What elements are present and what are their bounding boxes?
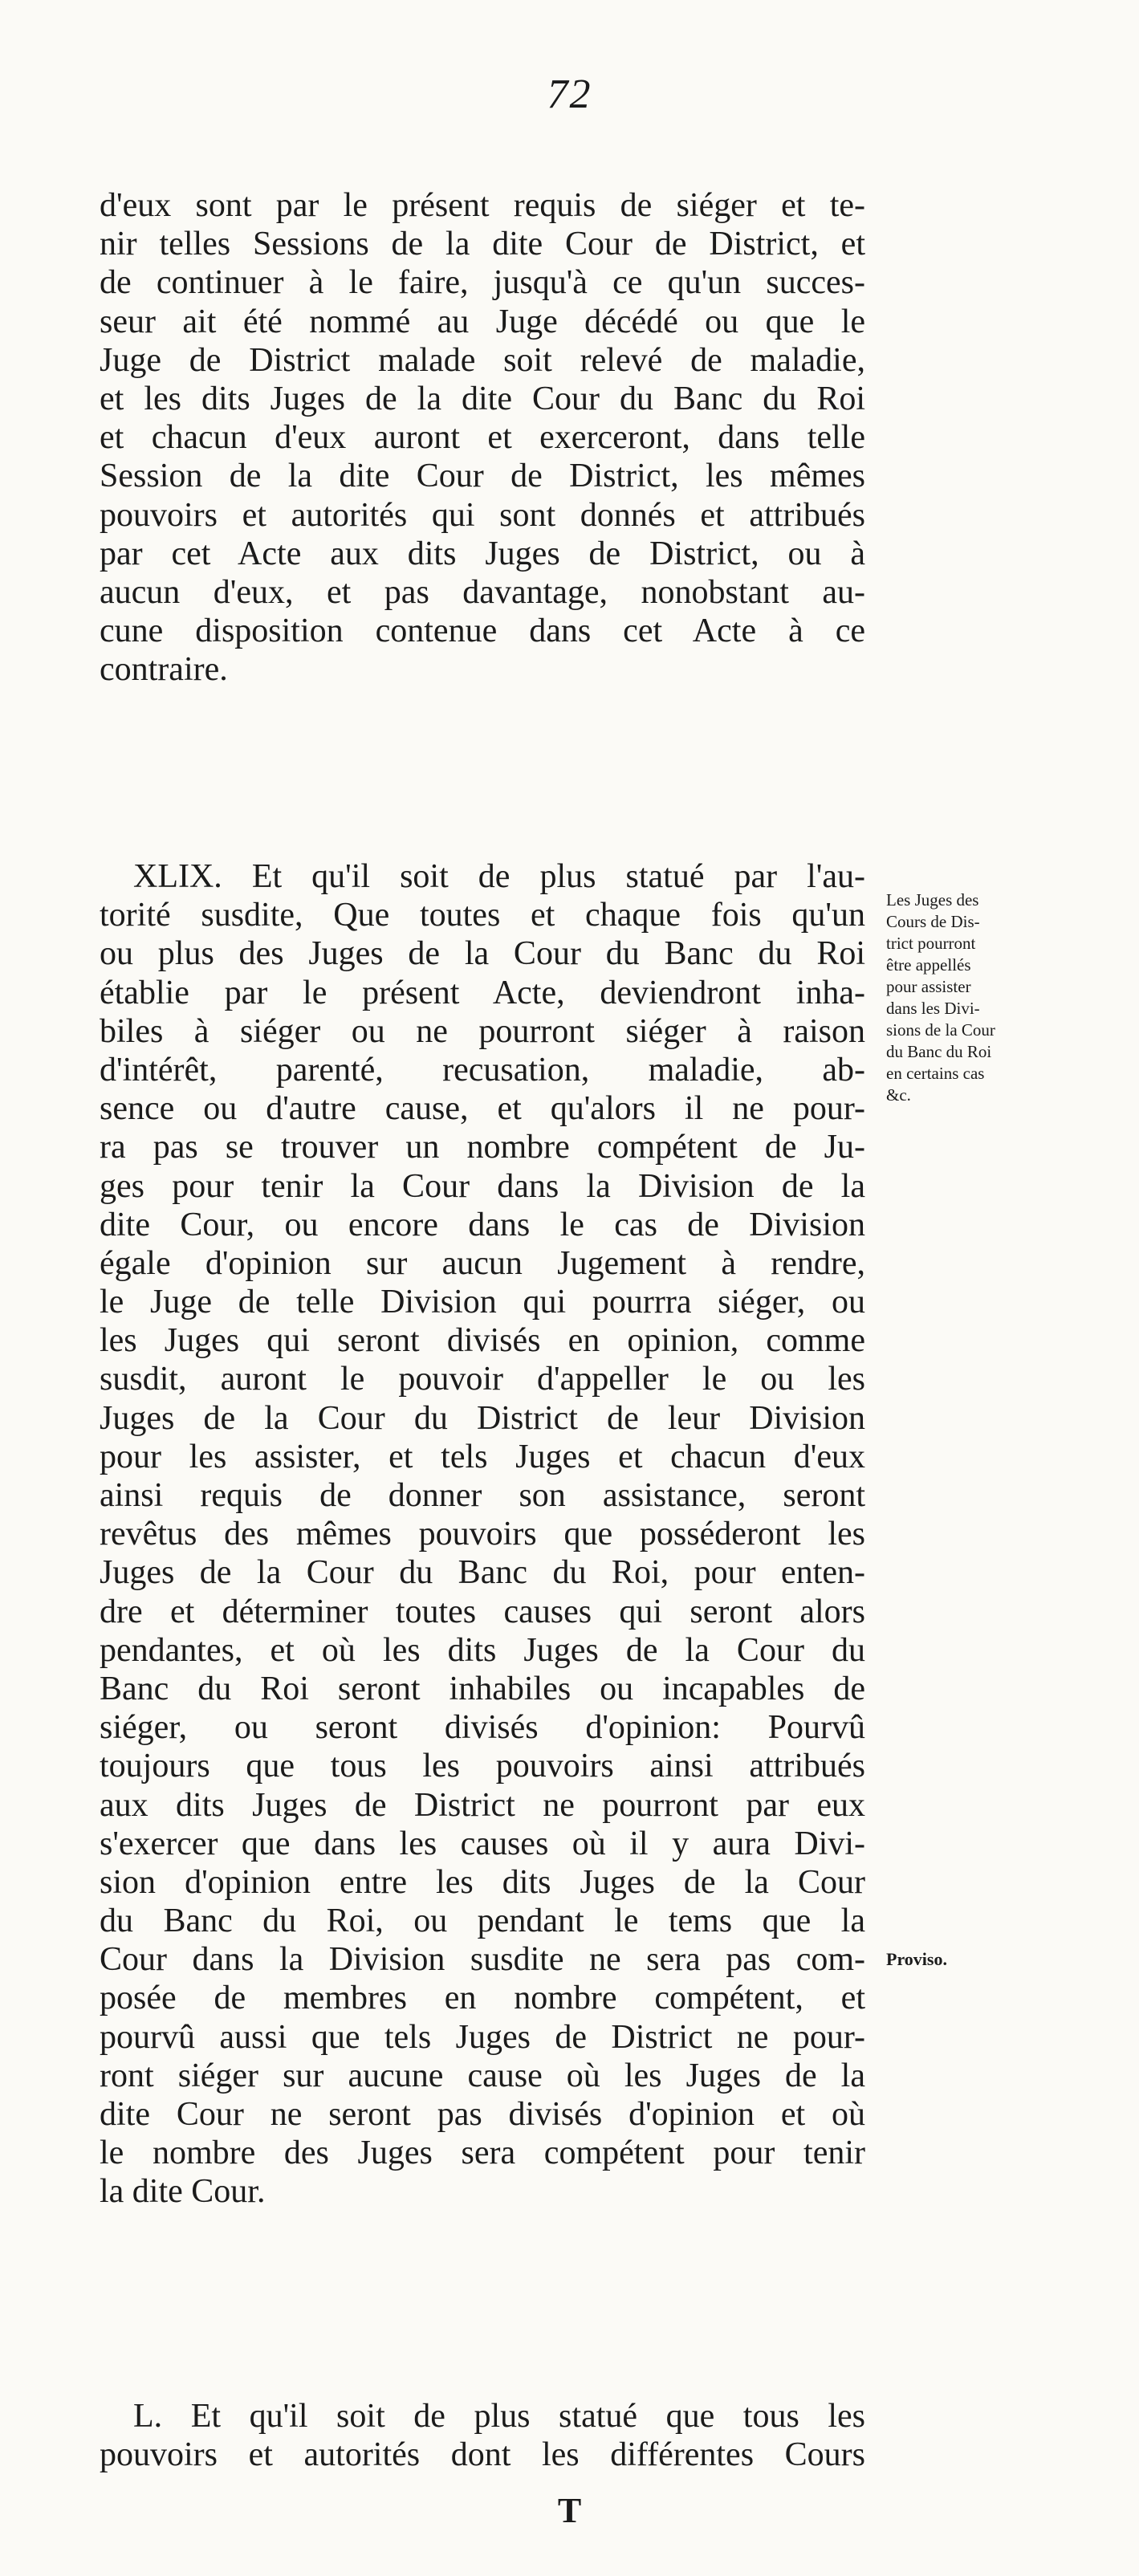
text-line: ges pour tenir la Cour dans la Division de la [100, 1167, 865, 1205]
text-line: et les dits Juges de la dite Cour du Banc du Roi [100, 380, 865, 417]
text-line: dite Cour ne seront pas divisés d'opinion et où [100, 2096, 865, 2133]
margin-note-line: en certains cas [886, 1064, 985, 1083]
text-line: ront siéger sur aucune cause où les Juges de la [100, 2057, 865, 2094]
text-line: ra pas se trouver un nombre compétent de Ju- [100, 1129, 865, 1166]
text-line: torité susdite, Que toutes et chaque fois qu'un [100, 897, 865, 934]
text-line: et chacun d'eux auront et exerceront, dans telle [100, 419, 865, 457]
text-line: par cet Acte aux dits Juges de District, ou à [100, 535, 865, 572]
text-line: ou plus des Juges de la Cour du Banc du Roi [100, 935, 865, 973]
text-line: sence ou d'autre cause, et qu'alors il ne pour- [100, 1090, 865, 1128]
margin-note-line: pour assister [886, 977, 971, 996]
text-line: dre et déterminer toutes causes qui seront alors [100, 1593, 865, 1630]
text-line: sion d'opinion entre les dits Juges de la Cour [100, 1863, 865, 1901]
text-line: Juge de District malade soit relevé de maladie, [100, 341, 865, 379]
proviso-note: Proviso. [886, 1949, 947, 1969]
text-line: les Juges qui seront divisés en opinion, comme [100, 1322, 865, 1360]
text-line: d'intérêt, parenté, recusation, maladie, ab- [100, 1051, 865, 1089]
text-line: la dite Cour. [100, 2173, 266, 2211]
text-line: toujours que tous les pouvoirs ainsi attribués [100, 1748, 865, 1785]
paragraph-xlix [100, 857, 865, 2212]
text-line: aux dits Juges de District ne pourront par eux [100, 1786, 865, 1824]
paragraph-l [100, 2397, 865, 2474]
margin-note-line: Les Juges des [886, 890, 979, 910]
text-line: pour les assister, et tels Juges et chacun d'eux [100, 1438, 865, 1475]
text-line: ainsi requis de donner son assistance, seront [100, 1477, 865, 1514]
page-number: 72 [547, 71, 592, 117]
margin-note [886, 889, 1079, 1106]
text-line: siéger, ou seront divisés d'opinion: Pourvû [100, 1709, 865, 1747]
margin-note-line: être appellés [886, 955, 971, 975]
text-line: Juges de la Cour du District de leur Division [100, 1399, 865, 1437]
text-line: d'eux sont par le présent requis de siéger et te- [100, 187, 865, 224]
text-line: cune disposition contenue dans cet Acte à ce [100, 612, 865, 650]
text-line: Banc du Roi seront inhabiles ou incapables de [100, 1670, 865, 1707]
text-line: pendantes, et où les dits Juges de la Cour du [100, 1631, 865, 1669]
text-line: XLIX. Et qu'il soit de plus statué par l'au- [133, 858, 865, 895]
margin-note-line: Cours de Dis- [886, 912, 980, 931]
text-line: pouvoirs et autorités dont les différentes Cours [100, 2436, 865, 2474]
margin-note-line: sions de la Cour [886, 1020, 995, 1040]
margin-note-line: trict pourront [886, 934, 976, 953]
text-line: susdit, auront le pouvoir d'appeller le ou les [100, 1361, 865, 1398]
text-line: établie par le présent Acte, deviendront inha- [100, 974, 865, 1011]
text-line: pouvoirs et autorités qui sont donnés et attribués [100, 496, 865, 534]
text-line: de continuer à le faire, jusqu'à ce qu'un succes- [100, 264, 865, 302]
text-line: biles à siéger ou ne pourront siéger à raison [100, 1012, 865, 1050]
text-line: Juges de la Cour du Banc du Roi, pour enten- [100, 1554, 865, 1592]
text-line: égale d'opinion sur aucun Jugement à rendre, [100, 1244, 865, 1282]
text-line: contraire. [100, 651, 228, 689]
paragraph-continuation [100, 186, 865, 689]
margin-note-line: dans les Divi- [886, 999, 980, 1018]
margin-note-line: du Banc du Roi [886, 1042, 992, 1061]
text-line: L. Et qu'il soit de plus statué que tous les [133, 2398, 865, 2435]
text-line: du Banc du Roi, ou pendant le tems que la [100, 1902, 865, 1940]
signature-mark: T [557, 2491, 582, 2530]
text-line: nir telles Sessions de la dite Cour de District, et [100, 226, 865, 263]
text-line: seur ait été nommé au Juge décédé ou que le [100, 303, 865, 340]
text-line: le Juge de telle Division qui pourrra siéger, ou [100, 1284, 865, 1321]
text-line: posée de membres en nombre compétent, et [100, 1980, 865, 2017]
margin-note-line: &c. [886, 1085, 911, 1105]
text-line: le nombre des Juges sera compétent pour tenir [100, 2134, 865, 2172]
text-line: Session de la dite Cour de District, les mêmes [100, 458, 865, 495]
text-line: pourvû aussi que tels Juges de District ne pour- [100, 2018, 865, 2056]
text-line: aucun d'eux, et pas davantage, nonobstant au- [100, 573, 865, 611]
text-line: dite Cour, ou encore dans le cas de Division [100, 1206, 865, 1243]
text-line: s'exercer que dans les causes où il y aura Divi- [100, 1825, 865, 1862]
text-line: revêtus des mêmes pouvoirs que posséderont les [100, 1516, 865, 1553]
text-line: Cour dans la Division susdite ne sera pas com- [100, 1941, 865, 1979]
